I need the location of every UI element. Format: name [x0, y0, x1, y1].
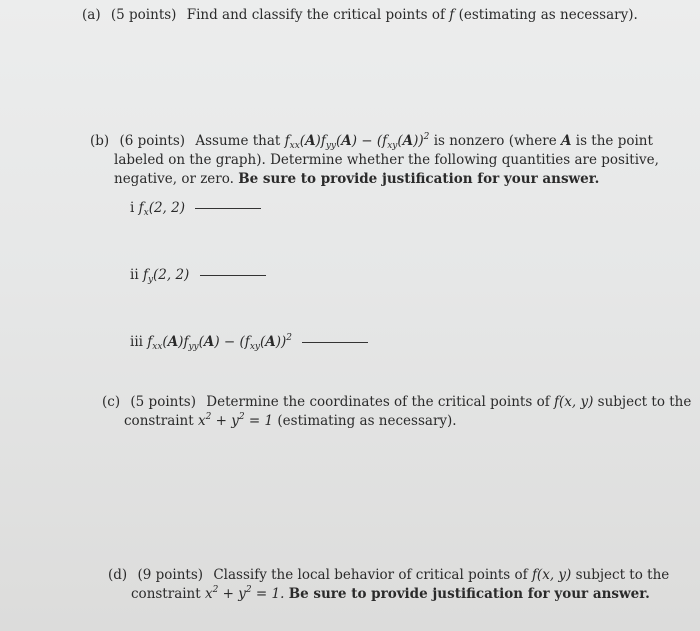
- part-b-point-name: A: [560, 133, 572, 149]
- part-b-line1-end: is the point: [575, 133, 653, 149]
- item-ii-expr: $f_y(2$, 2): [142, 267, 190, 285]
- part-b-line1: [90, 132, 653, 150]
- part-d-tag: (d): [108, 567, 128, 583]
- part-b-item-ii: [130, 266, 266, 284]
- part-c-points: (5 points): [130, 394, 196, 410]
- part-d-line2: [131, 585, 650, 603]
- part-b-tag: (b): [90, 133, 110, 149]
- part-b-line3-bold: Be sure to provide justification for your answer.: [238, 171, 600, 187]
- part-c-line1-end: subject to the: [597, 394, 692, 410]
- part-d-func: f(x, y): [531, 567, 572, 583]
- part-b-points: (6 points): [119, 133, 186, 149]
- part-b-expression: $f_{xx}(A)f_{yy}(A) - (f_{xy}(A))^2$: [284, 132, 430, 151]
- part-a: [82, 6, 638, 24]
- part-a-points: (5 points): [110, 7, 177, 23]
- part-a-tag: (a): [82, 7, 101, 23]
- item-i-expr: $f_x(2$, 2): [138, 200, 185, 218]
- part-c-func: f(x, y): [554, 394, 594, 410]
- part-d-line1: [108, 566, 669, 584]
- part-a-func: f: [449, 7, 455, 23]
- part-d-line1: Classify the local behavior of critical points of: [213, 567, 528, 583]
- part-c-tag: (c): [102, 394, 121, 410]
- part-d-points: (9 points): [137, 567, 204, 583]
- item-i-answer-blank[interactable]: [195, 208, 261, 209]
- part-b-item-iii: [130, 333, 368, 351]
- part-b-line1-post: is nonzero (where: [433, 133, 557, 149]
- part-c-line2-pre: constraint: [124, 413, 194, 429]
- item-iii-num: iii: [130, 334, 143, 350]
- part-b-line2: labeled on the graph). Determine whether the following quantities are positive,: [114, 152, 659, 168]
- part-c-line2-post: (estimating as necessary).: [277, 413, 457, 429]
- item-ii-answer-blank[interactable]: [200, 275, 266, 276]
- part-c-constraint: $x^2 + y^2 = 1$: [197, 412, 274, 429]
- part-c-line2: [124, 412, 457, 430]
- part-d-constraint: $x^2 + y^2 = 1$.: [204, 585, 285, 602]
- item-ii-num: ii: [130, 267, 139, 283]
- part-a-tail: (estimating as necessary).: [458, 7, 638, 23]
- part-d-line2-pre: constraint: [131, 586, 201, 602]
- part-b-item-i: [130, 199, 261, 217]
- part-c-line1: [102, 393, 691, 411]
- part-b-line3-plain: negative, or zero.: [114, 171, 234, 187]
- part-d-line1-end: subject to the: [575, 567, 670, 583]
- part-a-text: Find and classify the critical points of: [186, 7, 445, 23]
- part-c-line1: Determine the coordinates of the critical points of: [206, 394, 550, 410]
- part-d-line2-bold: Be sure to provide justification for your answer.: [288, 586, 650, 602]
- part-b-line1-pre: Assume that: [195, 133, 281, 149]
- item-iii-answer-blank[interactable]: [302, 342, 368, 343]
- part-b-line3: [114, 170, 599, 188]
- item-iii-expr: $f_{xx}(A)f_{yy}(A) - (f_{xy}(A))^2$: [147, 333, 293, 352]
- item-i-num: i: [130, 200, 135, 216]
